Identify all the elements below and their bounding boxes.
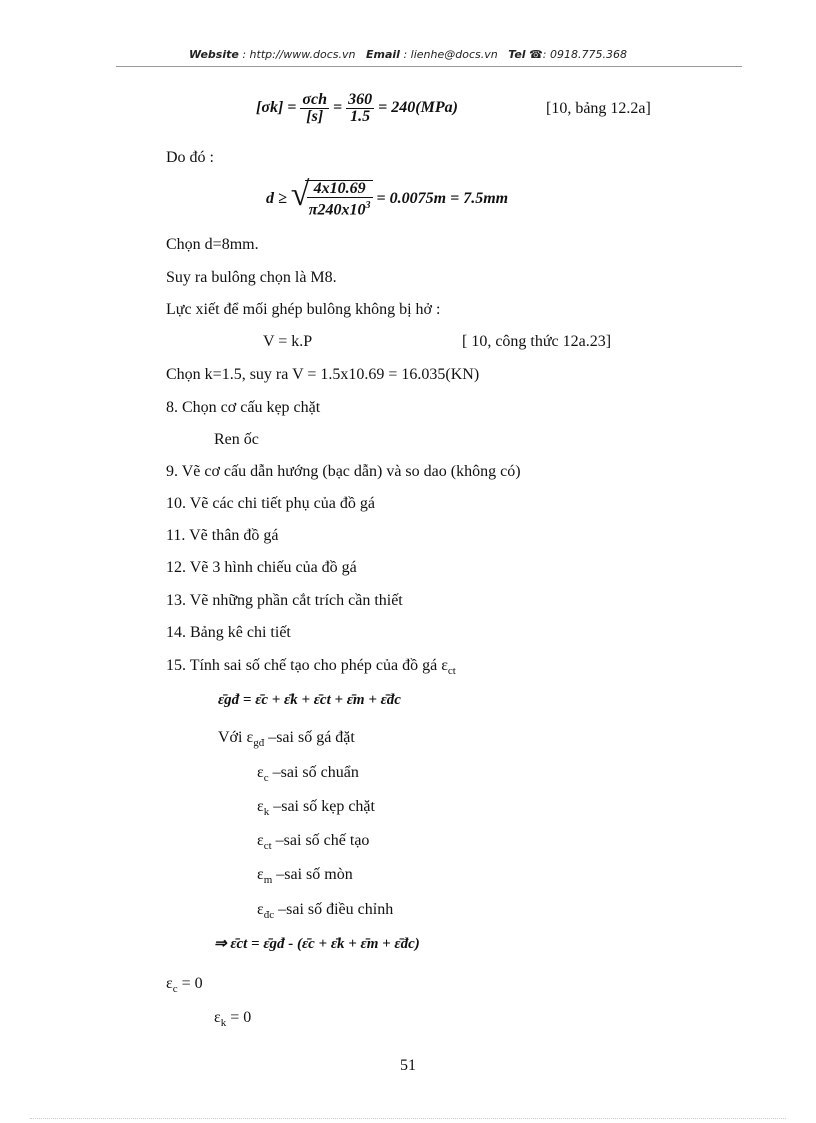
def-prefix: ε bbox=[257, 798, 264, 815]
def-prefix: ε bbox=[257, 866, 264, 883]
item-9: 9. Vẽ cơ cấu dẫn hướng (bạc dẫn) và so dao (không có) bbox=[166, 463, 521, 480]
eps-k-text: = 0 bbox=[226, 1009, 252, 1026]
formula1-den2: 1.5 bbox=[350, 108, 371, 125]
email-value: : lienhe@docs.vn bbox=[403, 48, 498, 61]
formula2-sqrt bbox=[290, 176, 373, 219]
eps-c-line bbox=[166, 974, 203, 999]
eps-k-line bbox=[214, 1008, 251, 1033]
eps-c-sub: c bbox=[172, 983, 178, 996]
definition-row bbox=[218, 728, 355, 753]
item-11: 11. Vẽ thân đồ gá bbox=[166, 527, 279, 544]
def-sub: k bbox=[263, 806, 270, 819]
def-text: –sai số mòn bbox=[272, 866, 353, 883]
formula2-lhs: d ≥ bbox=[266, 189, 287, 207]
formula-diameter bbox=[266, 176, 509, 219]
definition-row bbox=[257, 797, 375, 822]
formula1-num2: 360 bbox=[348, 91, 373, 108]
formula1-fraction2 bbox=[346, 92, 374, 125]
header-divider bbox=[116, 66, 742, 67]
def-text: –sai số chuẩn bbox=[268, 764, 359, 781]
tel-label: Tel bbox=[508, 48, 526, 61]
formula1-eq: = bbox=[333, 99, 343, 117]
item-15-sub: ct bbox=[447, 665, 456, 678]
luc-xiet-line: Lực xiết để mối ghép bulông không bị hở : bbox=[166, 301, 441, 318]
formula1-result: = 240(MPa) bbox=[378, 99, 458, 117]
formula-manufacturing-error: ⇒ ε̄ct = ε̄gđ - (ε̄c + ε̄k + ε̄m + ε̄đc) bbox=[214, 936, 420, 952]
item-8: 8. Chọn cơ cấu kẹp chặt bbox=[166, 399, 321, 416]
definition-row bbox=[257, 831, 369, 856]
def-text: –sai số kẹp chặt bbox=[269, 798, 375, 815]
def-text: –sai số chế tạo bbox=[271, 832, 370, 849]
chon-k-line: Chọn k=1.5, suy ra V = 1.5x10.69 = 16.035(KN) bbox=[166, 366, 480, 383]
formula1-lhs: [σk] = bbox=[256, 99, 297, 117]
def-sub: m bbox=[263, 874, 273, 887]
formula1-num: σch bbox=[302, 91, 328, 108]
eps-c-text: = 0 bbox=[177, 975, 203, 992]
email-label: Email bbox=[366, 48, 400, 61]
def-text: –sai số gá đặt bbox=[264, 729, 355, 746]
ren-oc-line: Ren ốc bbox=[214, 431, 259, 448]
page-header bbox=[0, 48, 816, 61]
tel-value: : 0918.775.368 bbox=[542, 48, 627, 61]
definition-row bbox=[257, 865, 353, 890]
def-sub: gđ bbox=[253, 737, 265, 750]
v-formula: V = k.P bbox=[263, 333, 313, 350]
website-value: : http://www.docs.vn bbox=[242, 48, 356, 61]
eps-k-sub: k bbox=[220, 1017, 227, 1030]
item-15-text: 15. Tính sai số chế tạo cho phép của đồ gá ε bbox=[166, 657, 448, 674]
item-10: 10. Vẽ các chi tiết phụ của đồ gá bbox=[166, 495, 375, 512]
formula1-fraction bbox=[300, 92, 329, 125]
item-14: 14. Bảng kê chi tiết bbox=[166, 624, 291, 641]
page-number: 51 bbox=[400, 1057, 416, 1074]
def-prefix: ε bbox=[257, 764, 264, 781]
formula2-result: = 0.0075m = 7.5mm bbox=[376, 189, 509, 207]
phone-icon: ☎ bbox=[529, 48, 543, 61]
def-sub: ct bbox=[263, 840, 272, 853]
def-text: –sai số điều chỉnh bbox=[274, 901, 394, 918]
sqrt-symbol: √ bbox=[290, 176, 310, 213]
formula-allowable-stress bbox=[256, 92, 458, 125]
formula2-den-wrap bbox=[307, 198, 373, 218]
formula2-den: π240x10 bbox=[308, 201, 366, 219]
definition-row bbox=[257, 763, 359, 788]
def-prefix: ε bbox=[257, 832, 264, 849]
eps-c-prefix: ε bbox=[166, 975, 173, 992]
chon-d-line: Chọn d=8mm. bbox=[166, 236, 259, 253]
suy-ra-line: Suy ra bulông chọn là M8. bbox=[166, 269, 337, 286]
formula2-den-sup: 3 bbox=[365, 200, 371, 211]
definition-row bbox=[257, 900, 393, 925]
formula1-reference: [10, bảng 12.2a] bbox=[546, 100, 651, 117]
def-prefix: Với ε bbox=[218, 729, 254, 746]
formula1-den: [s] bbox=[306, 108, 324, 125]
formula-total-error: ε̄gđ = ε̄c + ε̄k + ε̄ct + ε̄m + ε̄đc bbox=[218, 692, 401, 708]
formula2-num: 4x10.69 bbox=[307, 181, 373, 198]
footer-divider bbox=[30, 1118, 786, 1119]
item-12: 12. Vẽ 3 hình chiếu của đồ gá bbox=[166, 559, 357, 576]
formula2-fraction bbox=[307, 181, 373, 218]
website-label: Website bbox=[189, 48, 239, 61]
def-prefix: ε bbox=[257, 901, 264, 918]
eps-k-prefix: ε bbox=[214, 1009, 221, 1026]
def-sub: c bbox=[263, 772, 269, 785]
def-sub: đc bbox=[263, 909, 275, 922]
item-15 bbox=[166, 656, 456, 681]
do-do-text: Do đó : bbox=[166, 149, 214, 166]
v-formula-ref: [ 10, công thức 12a.23] bbox=[462, 333, 612, 350]
item-13: 13. Vẽ những phần cắt trích cần thiết bbox=[166, 592, 403, 609]
